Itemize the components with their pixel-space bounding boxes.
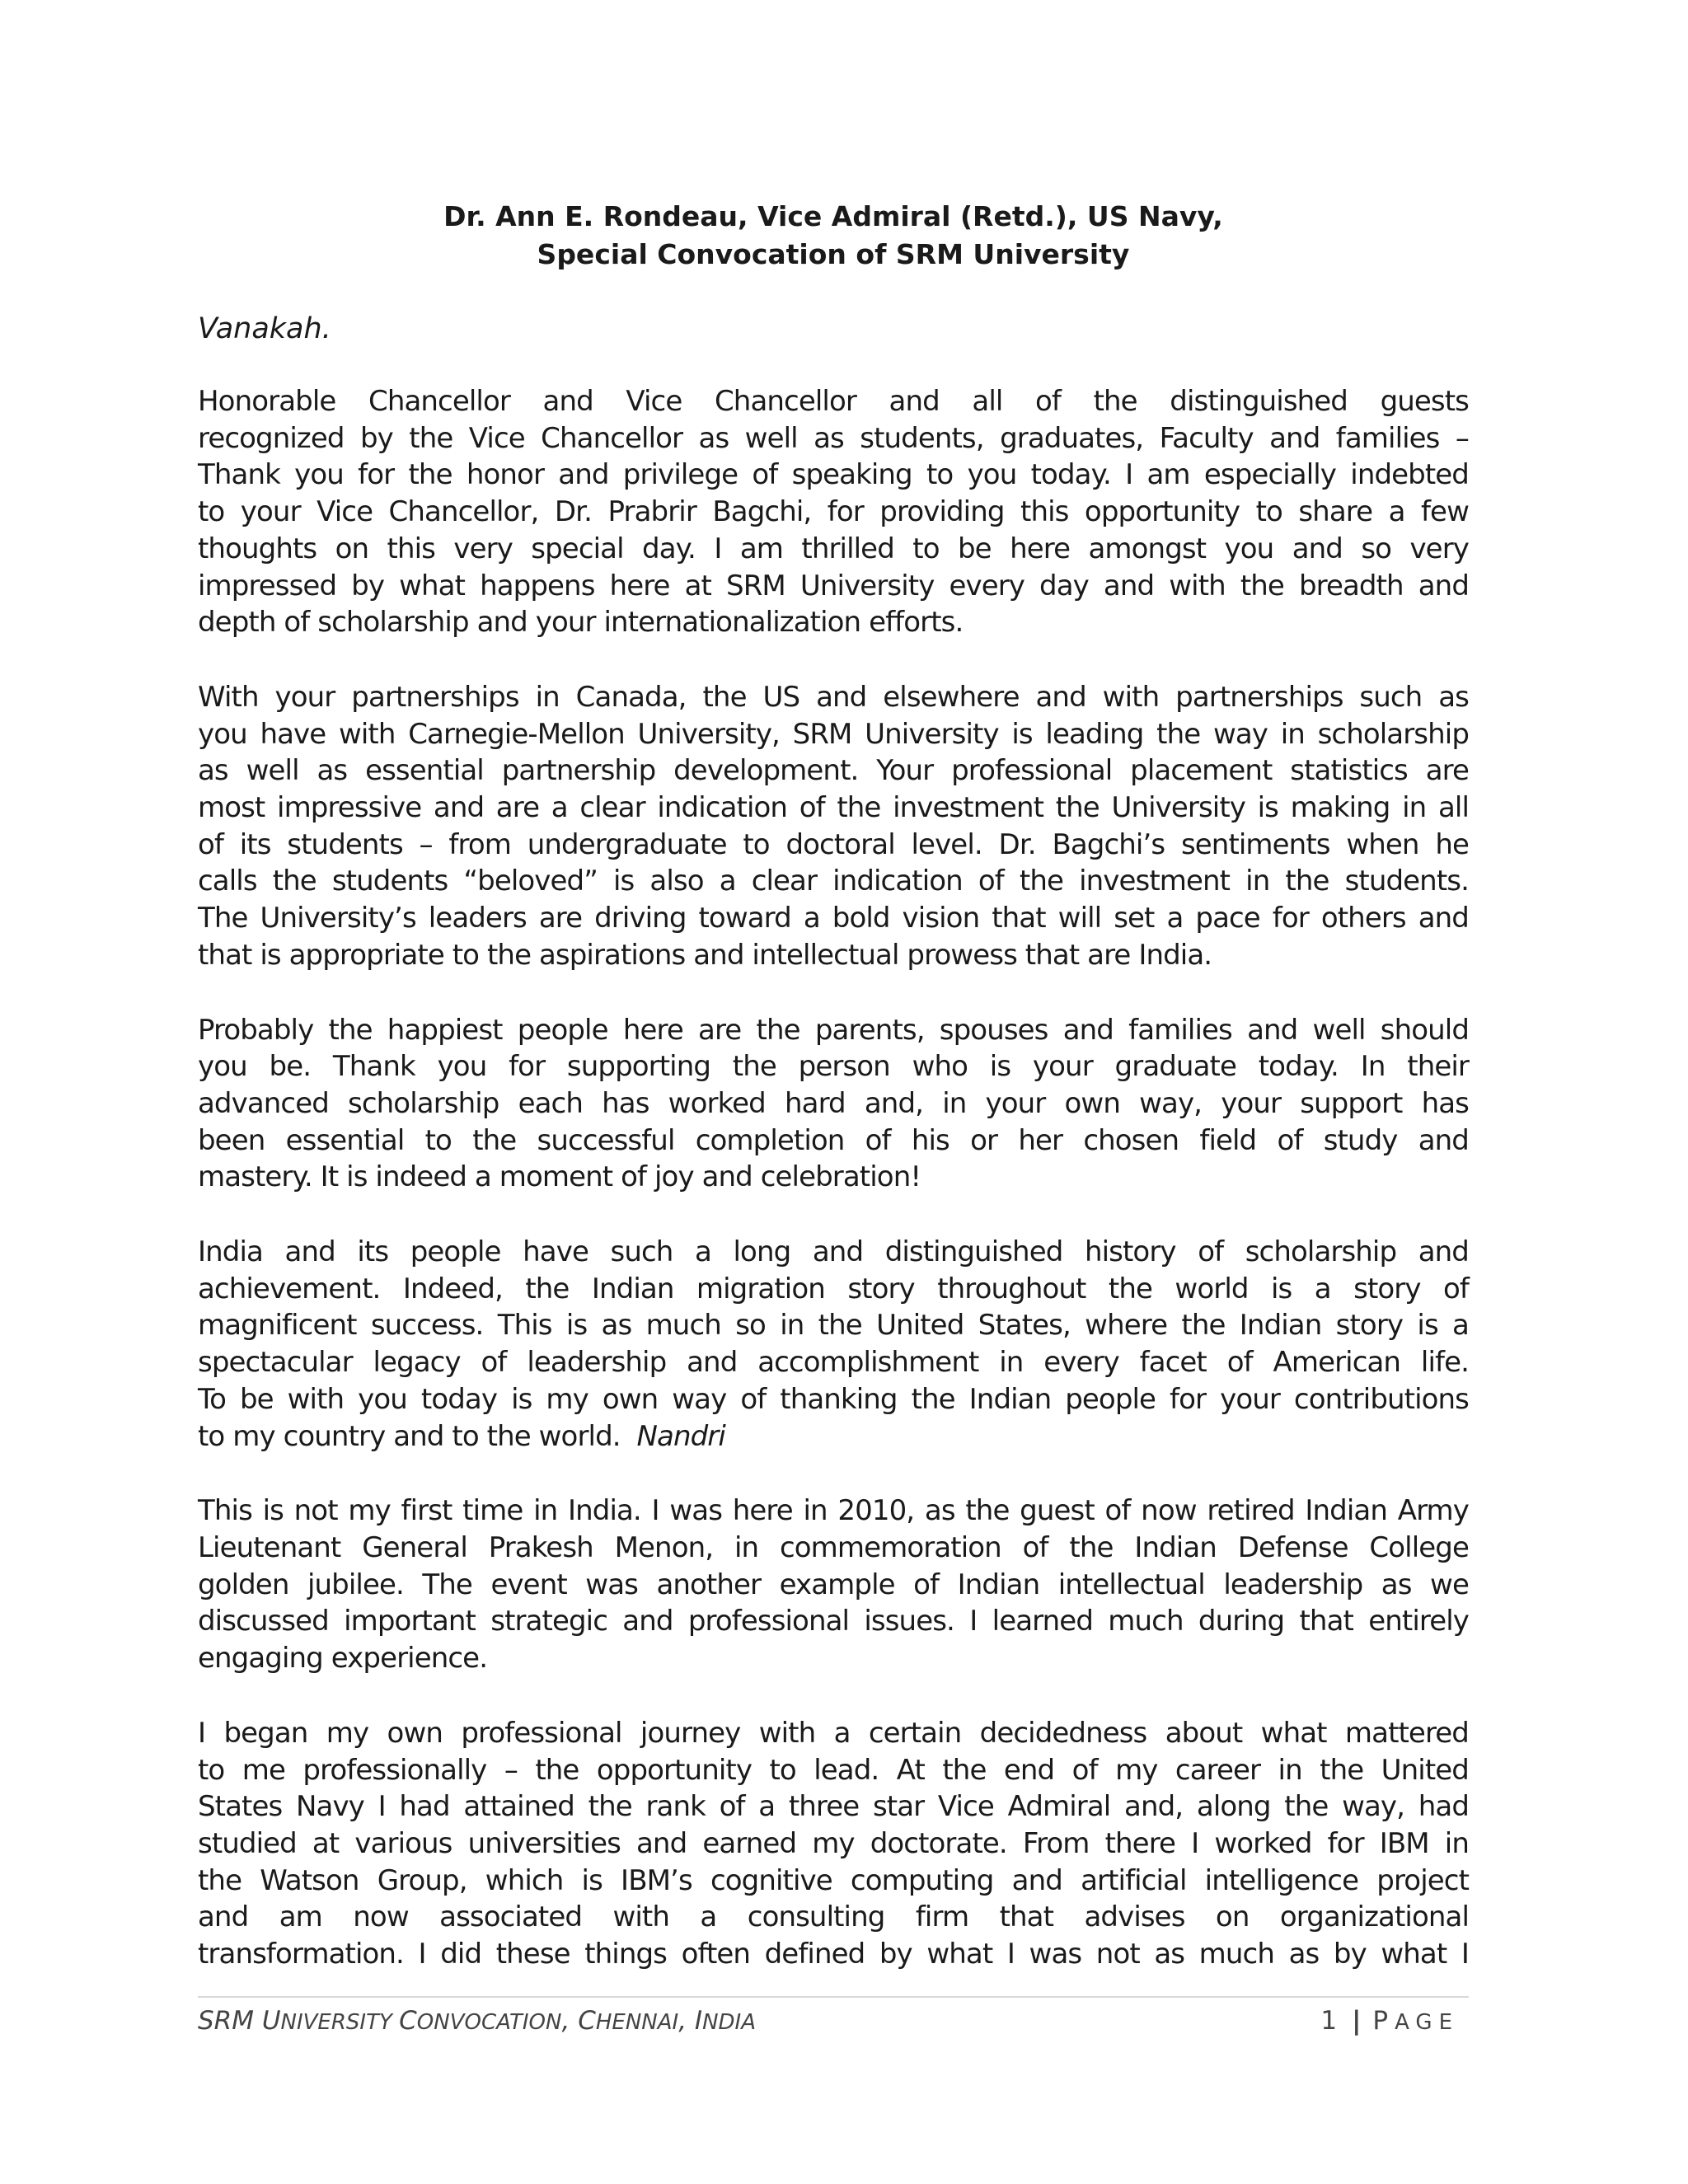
text-line: calls the students “beloved” is also a clear indication of the investment in the students. <box>198 865 1469 898</box>
text-line: Thank you for the honor and privilege of speaking to you today. I am especially indebted <box>198 458 1469 492</box>
paragraph <box>198 1715 1469 1973</box>
footer-running-title <box>198 2003 756 2041</box>
text-line: I began my own professional journey with a certain decidedness about what mattered <box>198 1716 1469 1750</box>
text-line: discussed important strategic and professional issues. I learned much during that entirely <box>198 1605 1469 1638</box>
footer-text: U <box>261 2006 281 2036</box>
title-line-2: Special Convocation of SRM University <box>537 238 1130 270</box>
text-line: most impressive and are a clear indication of the investment the University is making in all <box>198 791 1469 825</box>
text-line: Lieutenant General Prakesh Menon, in commemoration of the Indian Defense College <box>198 1530 1469 1564</box>
footer-text: NIVERSITY <box>280 2010 400 2035</box>
text-line: as well as essential partnership development. Your professional placement statistics are <box>198 754 1469 788</box>
text-line: achievement. Indeed, the Indian migration story throughout the world is a story of <box>198 1272 1469 1305</box>
text-line: This is not my first time in India. I was here in 2010, as the guest of now retired Indian Army <box>198 1494 1469 1528</box>
page-label: AGE <box>1395 2010 1459 2035</box>
text-line: of its students – from undergraduate to doctoral level. Dr. Bagchi’s sentiments when he <box>198 827 1469 861</box>
text-line: engaging experience. <box>198 1642 488 1675</box>
paragraph <box>198 383 1469 641</box>
text-line: studied at various universities and earned my doctorate. From there I worked for IBM in <box>198 1826 1469 1860</box>
text-line: you be. Thank you for supporting the person who is your graduate today. In their <box>198 1050 1469 1084</box>
page-indicator <box>1320 2003 1459 2041</box>
text-line: depth of scholarship and your internationalization efforts. <box>198 606 964 640</box>
text-line: Honorable Chancellor and Vice Chancellor and all of the distinguished guests <box>198 385 1469 418</box>
text-line: the Watson Group, which is IBM’s cognitive computing and artificial intelligence project <box>198 1863 1469 1897</box>
text-line: States Navy I had attained the rank of a three star Vice Admiral and, along the way, had <box>198 1790 1469 1824</box>
text-line: mastery. It is indeed a moment of joy and celebration! <box>198 1160 921 1194</box>
text-line: To be with you today is my own way of thanking the Indian people for your contributions <box>198 1382 1469 1416</box>
footer-text: C <box>399 2006 417 2036</box>
text-line: advanced scholarship each has worked hard and, in your own way, your support has <box>198 1086 1469 1120</box>
text-line: magnificent success. This is as much so in the United States, where the Indian story is a <box>198 1309 1469 1343</box>
text-line: India and its people have such a long and distinguished history of scholarship and <box>198 1235 1469 1269</box>
text-line: The University’s leaders are driving toward a bold vision that will set a pace for others and <box>198 902 1469 935</box>
text-line: that is appropriate to the aspirations and intellectual prowess that are India. <box>198 938 1212 972</box>
page-label: P <box>1372 2006 1395 2036</box>
footer-text: , <box>561 2006 579 2036</box>
page-separator: | <box>1352 2006 1362 2036</box>
footer-text: SRM <box>198 2006 262 2036</box>
text-line: and am now associated with a consulting firm that advises on organizational <box>198 1900 1469 1934</box>
footer-text: C <box>578 2006 596 2036</box>
footer-text: , <box>678 2006 695 2036</box>
paragraph <box>198 1012 1469 1197</box>
paragraph <box>198 1493 1469 1677</box>
paragraph <box>198 679 1469 974</box>
text-line: golden jubilee. The event was another example of Indian intellectual leadership as we <box>198 1568 1469 1601</box>
footer-text: ONVOCATION <box>416 2010 562 2035</box>
text-line: With your partnerships in Canada, the US and elsewhere and with partnerships such as <box>198 680 1469 714</box>
text-line: Probably the happiest people here are the parents, spouses and families and well should <box>198 1013 1469 1047</box>
text-line: spectacular legacy of leadership and accomplishment in every facet of American life. <box>198 1346 1469 1380</box>
text-line: recognized by the Vice Chancellor as well as students, graduates, Faculty and families – <box>198 421 1469 455</box>
text-line: transformation. I did these things often defined by what I was not as much as by what I <box>198 1938 1469 1971</box>
document-body <box>198 383 1469 2011</box>
footer-text: I <box>694 2006 703 2036</box>
footer-text: NDIA <box>702 2010 757 2035</box>
greeting: Vanakah. <box>198 312 331 345</box>
paragraph <box>198 1234 1469 1455</box>
footer-text: HENNAI <box>595 2010 679 2035</box>
document-page <box>198 0 1469 2184</box>
italic-word: Nandri <box>636 1419 725 1453</box>
document-title <box>198 198 1469 274</box>
footer-divider <box>198 1996 1469 1998</box>
text-line: been essential to the successful completion of his or her chosen field of study and <box>198 1123 1469 1157</box>
text-line: to me professionally – the opportunity to lead. At the end of my career in the United <box>198 1753 1469 1787</box>
text-line <box>198 1418 1469 1455</box>
text-line: you have with Carnegie-Mellon University, SRM University is leading the way in scholarship <box>198 717 1469 751</box>
text-segment: to my country and to the world. <box>198 1419 621 1453</box>
text-line: impressed by what happens here at SRM University every day and with the breadth and <box>198 569 1469 602</box>
page-number: 1 <box>1320 2006 1344 2036</box>
text-line: to your Vice Chancellor, Dr. Prabrir Bagchi, for providing this opportunity to share a few <box>198 495 1469 529</box>
text-line: thoughts on this very special day. I am thrilled to be here amongst you and so very <box>198 532 1469 565</box>
title-line-1: Dr. Ann E. Rondeau, Vice Admiral (Retd.), US Navy, <box>443 200 1223 232</box>
